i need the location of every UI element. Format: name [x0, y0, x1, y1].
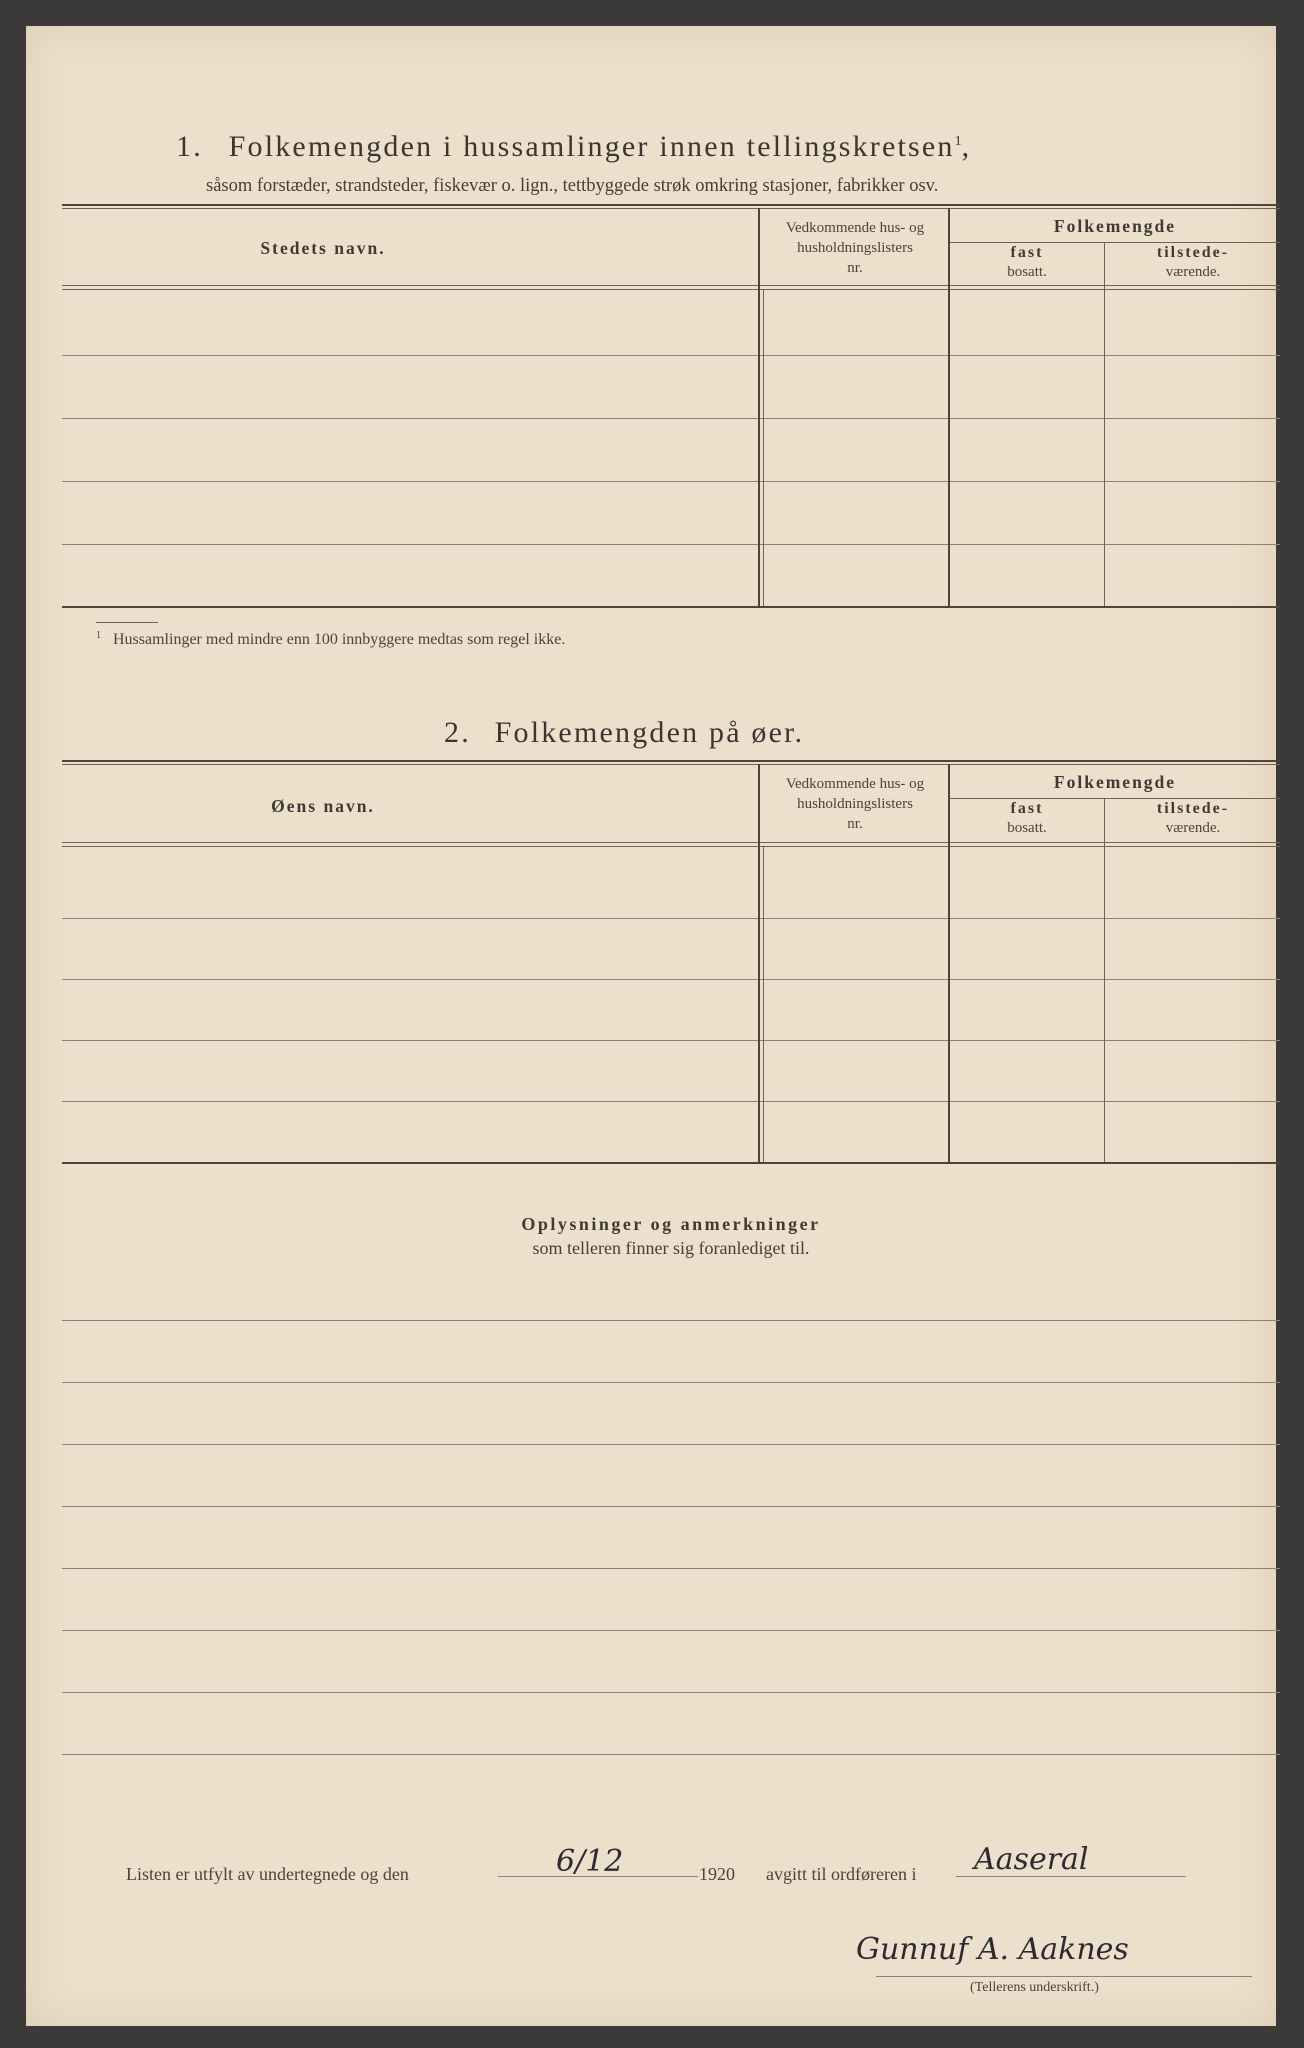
section1-footnote: $^1$ Hussamlinger med mindre enn 100 innbyggere medtas som regel ikke. — [96, 630, 566, 649]
remarks-subtitle: som telleren finner sig foranlediget til. — [532, 1238, 810, 1258]
section2-col-fast-header: fast bosatt. — [1007, 800, 1047, 836]
remarks-line — [62, 1320, 1280, 1321]
section1-top-rule — [62, 204, 1280, 206]
signature-handwritten: Gunnuf A. Aaknes — [856, 1932, 1129, 1967]
section1-header-bottom-rule-inner — [62, 289, 1280, 290]
section2-folkemengde-rule — [950, 798, 1280, 799]
section2-title: Folkemengden på øer. — [494, 716, 805, 749]
section1-title-end: , — [961, 130, 972, 163]
section1-row-line — [62, 481, 1280, 482]
section1-col-divider-inner — [763, 289, 764, 606]
remarks-line — [62, 1382, 1280, 1383]
section2-col-name-header: Øens navn. — [271, 796, 375, 816]
section2-header-bottom-rule — [62, 842, 1280, 843]
section1-col-divider — [948, 208, 950, 606]
section1-subtitle: såsom forstæder, strandsteder, fiskevær o. lign., tettbyggede strøk omkring stasjoner, fabrikker osv. — [206, 176, 939, 196]
section2-col-divider — [758, 764, 760, 1162]
section2-bottom-rule — [62, 1162, 1280, 1164]
section1-footnote-mark: 1 — [954, 134, 962, 149]
remarks-line — [62, 1506, 1280, 1507]
section2-col-divider — [1104, 798, 1105, 1162]
census-form-page — [26, 26, 1276, 2026]
section1-header-bottom-rule — [62, 285, 1280, 286]
section2-row-line — [62, 979, 1280, 980]
section2-top-rule-inner — [62, 764, 1280, 765]
section2-row-line — [62, 1040, 1280, 1041]
section1-bottom-rule — [62, 606, 1280, 608]
remarks-line — [62, 1630, 1280, 1631]
section1-col-name-header: Stedets navn. — [260, 238, 386, 258]
remarks-title: Oplysninger og anmerkninger — [521, 1214, 821, 1234]
footnote-rule — [96, 622, 158, 623]
section2-col-divider — [948, 764, 950, 1162]
remarks-line — [62, 1754, 1280, 1755]
section2-heading — [444, 716, 804, 750]
section2-header-bottom-rule-inner — [62, 846, 1280, 847]
section1-number: 1. — [176, 130, 203, 163]
signature-blank-line — [876, 1976, 1252, 1977]
section1-col-folkemengde-header: Folkemengde — [1053, 216, 1177, 236]
section2-col-til-header: tilstede- værende. — [1156, 800, 1230, 836]
signature-caption: (Tellerens underskrift.) — [970, 1980, 1099, 1995]
section2-col-list-header: Vedkommende hus- og husholdningslisters nr. — [785, 776, 925, 832]
section1-top-rule-inner — [62, 208, 1280, 209]
signature-text-middle: avgitt til ordføreren i — [766, 1864, 917, 1884]
section1-col-divider — [758, 208, 760, 606]
signature-year: 1920 — [699, 1864, 735, 1884]
signature-text-before: Listen er utfylt av undertegnede og den — [126, 1864, 409, 1884]
section1-row-line — [62, 355, 1280, 356]
remarks-line — [62, 1568, 1280, 1569]
section1-row-line — [62, 544, 1280, 545]
municipality-handwritten: Aaseral — [974, 1842, 1089, 1877]
section1-heading — [176, 130, 971, 164]
section1-col-fast-header: fast bosatt. — [1007, 244, 1047, 280]
section1-col-list-header: Vedkommende hus- og husholdningslisters nr. — [785, 220, 925, 276]
section1-row-line — [62, 418, 1280, 419]
remarks-line — [62, 1692, 1280, 1693]
section1-folkemengde-rule — [950, 242, 1280, 243]
section2-col-folkemengde-header: Folkemengde — [1053, 772, 1177, 792]
section2-col-divider-inner — [763, 846, 764, 1162]
section2-row-line — [62, 1101, 1280, 1102]
section1-title: Folkemengden i hussamlinger innen tellingskretsen — [228, 130, 955, 163]
remarks-line — [62, 1444, 1280, 1445]
section2-top-rule — [62, 760, 1280, 762]
section1-col-til-header: tilstede- værende. — [1156, 244, 1230, 280]
section2-row-line — [62, 918, 1280, 919]
section2-number: 2. — [444, 716, 471, 749]
date-handwritten: 6/12 — [556, 1844, 624, 1879]
section1-col-divider — [1104, 242, 1105, 606]
